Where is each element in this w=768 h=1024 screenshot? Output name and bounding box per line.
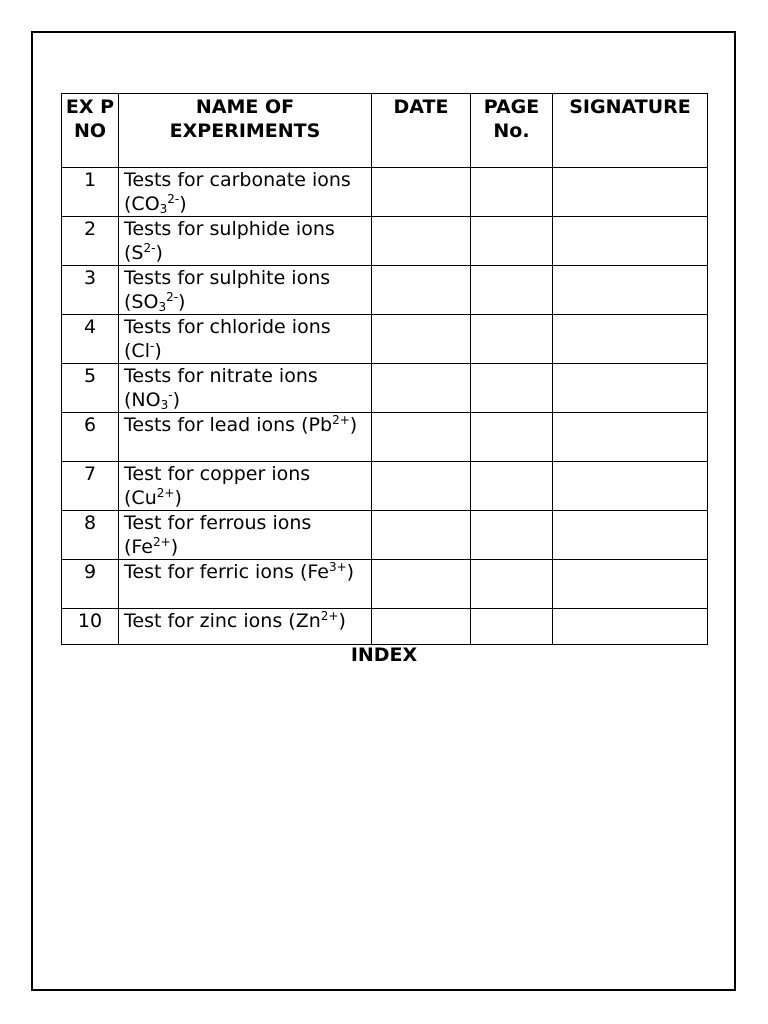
- table-row: [62, 266, 708, 315]
- ion-symbol: Cu: [131, 487, 157, 509]
- date-cell: [372, 560, 471, 609]
- table-row: [62, 462, 708, 511]
- experiment-name-text: Tests for sulphite ions: [124, 267, 331, 289]
- signature-cell: [553, 266, 708, 315]
- signature-cell: [553, 413, 708, 462]
- experiment-name-cell: Tests for lead ions $(Pb^{2+})$: [119, 413, 372, 462]
- signature-cell: [553, 609, 708, 645]
- page-no-cell: [471, 168, 553, 217]
- header-exp-no: EX P NO: [62, 94, 119, 168]
- date-cell: [372, 511, 471, 560]
- experiment-name-cell: Tests for carbonate ions $(CO_3^{2-})$: [119, 168, 372, 217]
- ion-charge: 2-: [166, 290, 179, 304]
- ion-symbol: Fe: [307, 561, 329, 583]
- ion-charge: 2-: [143, 241, 156, 255]
- ion-symbol: SO: [131, 291, 159, 313]
- signature-cell: [553, 560, 708, 609]
- date-cell: [372, 217, 471, 266]
- ion-charge: -: [168, 388, 173, 402]
- experiment-name-cell: Test for zinc ions $(Zn^{2+})$: [119, 609, 372, 645]
- experiment-name-text: Test for ferrous ions: [124, 512, 312, 534]
- exp-no-cell: 2: [62, 217, 119, 266]
- ion-formula: [131, 487, 174, 509]
- date-cell: [372, 168, 471, 217]
- ion-charge: 2-: [167, 192, 180, 206]
- experiment-name-cell: Tests for chloride ions (Cl-): [119, 315, 372, 364]
- ion-charge: 2+: [156, 486, 175, 500]
- experiment-name-cell: Tests for nitrate ions $(NO_3^-)$: [119, 364, 372, 413]
- signature-cell: [553, 315, 708, 364]
- exp-no-cell: 3: [62, 266, 119, 315]
- experiment-name-cell: Test for ferrous ions $(Fe^{2+})$: [119, 511, 372, 560]
- exp-no-cell: 8: [62, 511, 119, 560]
- page-no-cell: [471, 266, 553, 315]
- page-no-cell: [471, 462, 553, 511]
- signature-cell: [553, 364, 708, 413]
- ion-charge: -: [149, 339, 155, 353]
- ion-symbol: Fe: [131, 536, 154, 558]
- date-cell: [372, 315, 471, 364]
- experiment-name-text: Test for zinc ions: [124, 610, 283, 632]
- ion-symbol: Cl: [131, 340, 150, 362]
- table-row: [62, 560, 708, 609]
- date-cell: [372, 462, 471, 511]
- date-cell: [372, 413, 471, 462]
- exp-no-cell: 9: [62, 560, 119, 609]
- header-date: DATE: [372, 94, 471, 168]
- experiment-name-text: Tests for nitrate ions: [124, 365, 318, 387]
- ion-formula: [131, 242, 155, 264]
- signature-cell: [553, 217, 708, 266]
- table-row: [62, 413, 708, 462]
- ion-formula: [309, 414, 350, 436]
- ion-charge: 3+: [328, 560, 347, 574]
- ion-formula: [307, 561, 346, 583]
- ion-formula: [296, 610, 339, 632]
- signature-cell: [553, 462, 708, 511]
- experiment-name-cell: Tests for sulphide ions $(S^{2-})$: [119, 217, 372, 266]
- experiment-name-text: Tests for carbonate ions: [124, 169, 351, 191]
- ion-formula: [131, 340, 154, 362]
- index-table: [61, 93, 708, 645]
- ion-symbol: CO: [131, 193, 160, 215]
- experiment-name-text: Test for ferric ions: [124, 561, 294, 583]
- table-row: [62, 217, 708, 266]
- exp-no-cell: 6: [62, 413, 119, 462]
- page-no-cell: [471, 315, 553, 364]
- page-no-cell: [471, 217, 553, 266]
- header-page-no: PAGE No.: [471, 94, 553, 168]
- ion-charge: 2+: [153, 535, 171, 549]
- page-no-cell: [471, 560, 553, 609]
- experiment-name-text: Test for copper ions: [124, 463, 311, 485]
- table-row: [62, 364, 708, 413]
- table-row: [62, 315, 708, 364]
- ion-subscript: 3: [160, 398, 169, 412]
- ion-charge: 2+: [332, 413, 350, 427]
- experiment-name-text: Tests for sulphide ions: [124, 218, 335, 240]
- date-cell: [372, 609, 471, 645]
- page-no-cell: [471, 364, 553, 413]
- experiment-name-cell: Test for ferric ions $(Fe^{3+})$: [119, 560, 372, 609]
- exp-no-cell: 7: [62, 462, 119, 511]
- date-cell: [372, 364, 471, 413]
- table-row: [62, 609, 708, 645]
- header-row: [62, 94, 708, 168]
- signature-cell: [553, 511, 708, 560]
- header-signature: SIGNATURE: [553, 94, 708, 168]
- index-caption: INDEX: [350, 644, 418, 666]
- ion-symbol: S: [131, 242, 144, 264]
- ion-symbol: Zn: [295, 610, 321, 632]
- ion-formula: [131, 389, 172, 411]
- experiment-name-text: Tests for chloride ions: [124, 316, 331, 338]
- ion-formula: [131, 536, 170, 558]
- signature-cell: [553, 168, 708, 217]
- header-name: NAME OF EXPERIMENTS: [119, 94, 372, 168]
- exp-no-cell: 10: [62, 609, 119, 645]
- table-row: [62, 511, 708, 560]
- page-no-cell: [471, 511, 553, 560]
- date-cell: [372, 266, 471, 315]
- experiment-name-text: Tests for lead ions: [124, 414, 296, 436]
- exp-no-cell: 5: [62, 364, 119, 413]
- ion-subscript: 3: [159, 202, 168, 216]
- experiment-name-cell: Tests for sulphite ions $(SO_3^{2-})$: [119, 266, 372, 315]
- exp-no-cell: 4: [62, 315, 119, 364]
- ion-symbol: NO: [131, 389, 161, 411]
- exp-no-cell: 1: [62, 168, 119, 217]
- page-no-cell: [471, 413, 553, 462]
- table-row: [62, 168, 708, 217]
- ion-symbol: Pb: [308, 414, 333, 436]
- ion-formula: [131, 193, 179, 215]
- experiment-name-cell: Test for copper ions $(Cu^{2+})$: [119, 462, 372, 511]
- ion-formula: [131, 291, 178, 313]
- ion-subscript: 3: [158, 300, 167, 314]
- page-no-cell: [471, 609, 553, 645]
- ion-charge: 2+: [320, 609, 339, 623]
